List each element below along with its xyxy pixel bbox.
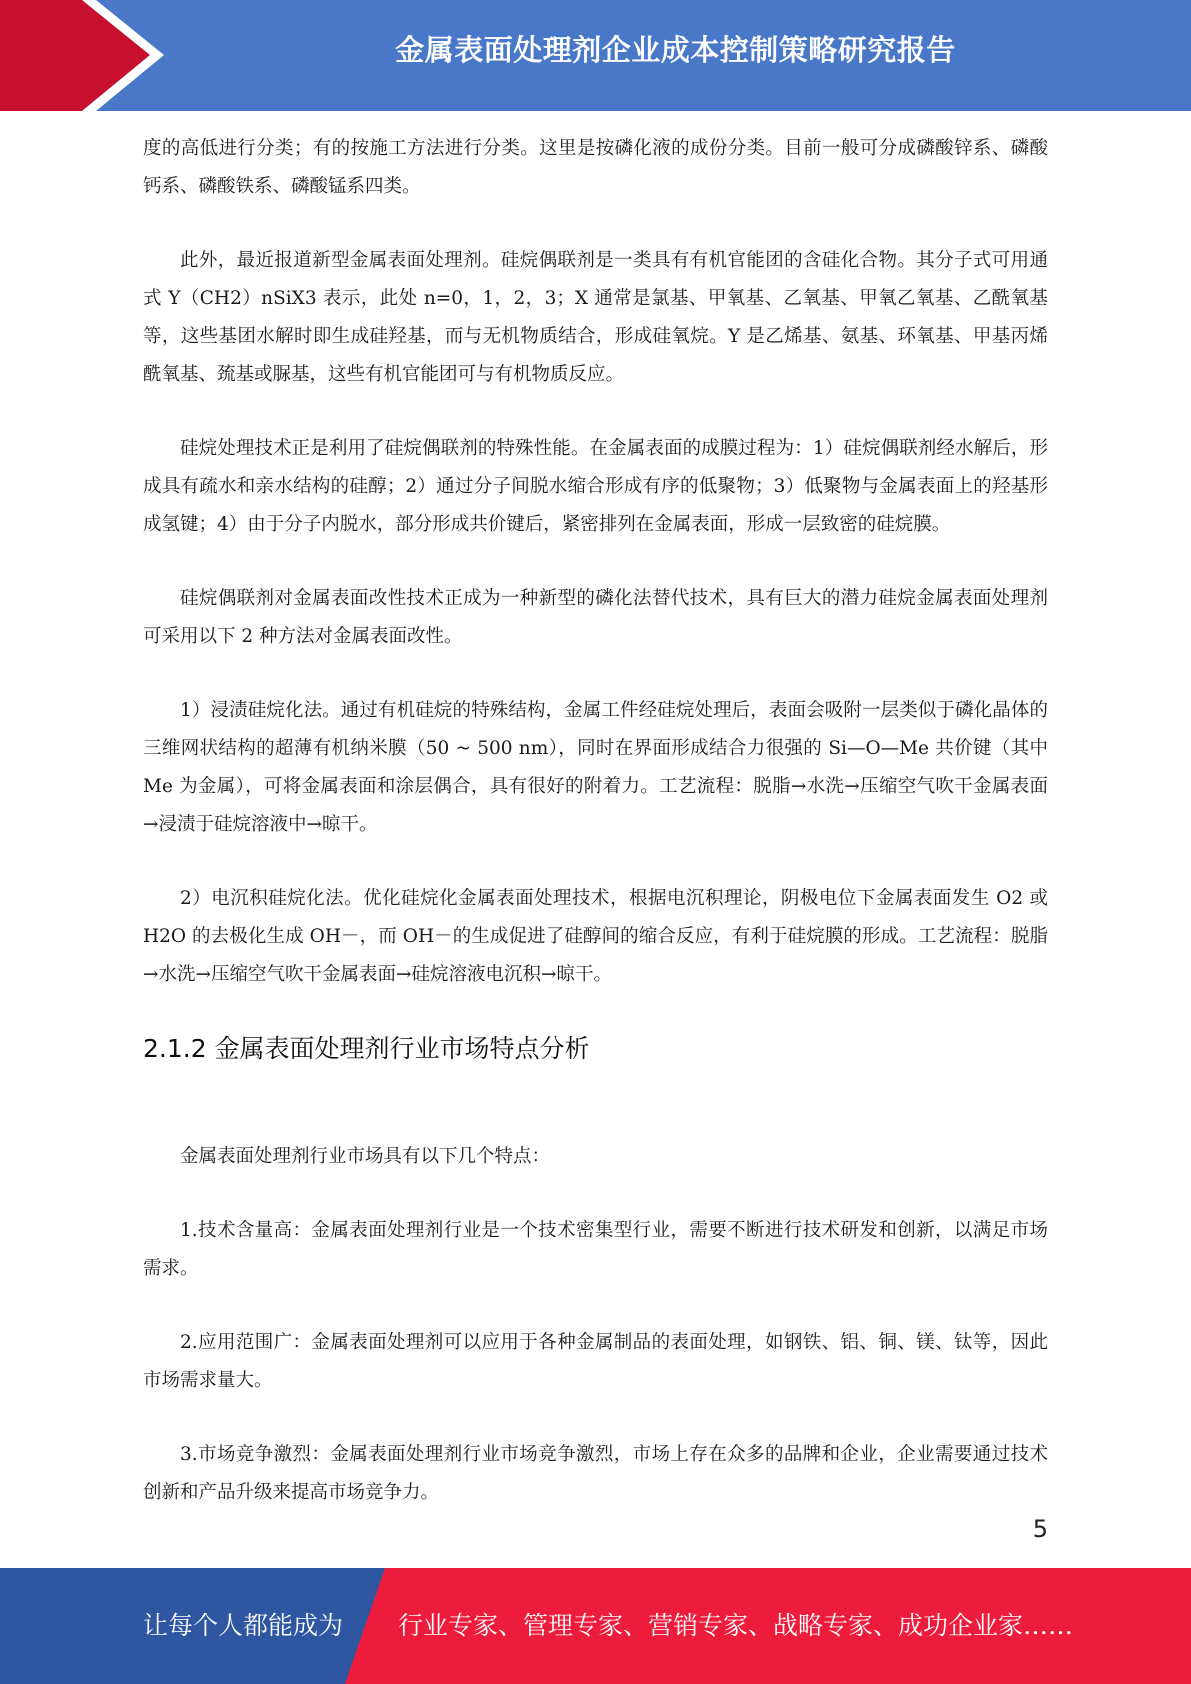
- paragraph: 硅烷偶联剂对金属表面改性技术正成为一种新型的磷化法替代技术，具有巨大的潜力硅烷金属表面处理剂可采用以下 2 种方法对金属表面改性。: [143, 588, 1048, 647]
- page-footer: [0, 1568, 1191, 1684]
- paragraph: 2）电沉积硅烷化法。优化硅烷化金属表面处理技术，根据电沉积理论，阴极电位下金属表面发生 O2 或 H2O 的去极化生成 OH－，而 OH－的生成促进了硅醇间的缩合反应，有利于硅烷膜的形成。工艺流程：脱脂→水洗→压缩空气吹干金属表面→硅烷溶液电沉积→晾干。: [143, 888, 1048, 985]
- paragraph: 度的高低进行分类；有的按施工方法进行分类。这里是按磷化液的成份分类。目前一般可分成磷酸锌系、磷酸钙系、磷酸铁系、磷酸锰系四类。: [143, 138, 1048, 197]
- paragraph: 3.市场竞争激烈：金属表面处理剂行业市场竞争激烈，市场上存在众多的品牌和企业，企业需要通过技术创新和产品升级来提高市场竞争力。: [143, 1444, 1048, 1503]
- document-body: [143, 130, 1048, 1548]
- paragraph: 1.技术含量高：金属表面处理剂行业是一个技术密集型行业，需要不断进行技术研发和创新，以满足市场需求。: [143, 1220, 1048, 1279]
- page-header: [0, 0, 1191, 111]
- footer-slogan-right: 行业专家、管理专家、营销专家、战略专家、成功企业家……: [398, 1611, 1074, 1640]
- header-red-chevron: [0, 0, 150, 111]
- footer-slogan-left: 让每个人都能成为: [143, 1611, 344, 1640]
- report-title: 金属表面处理剂企业成本控制策略研究报告: [395, 33, 956, 67]
- paragraph: 1）浸渍硅烷化法。通过有机硅烷的特殊结构，金属工件经硅烷处理后，表面会吸附一层类似于磷化晶体的三维网状结构的超薄有机纳米膜（50 ~ 500 nm），同时在界面形成结合力很强的 Si—O—Me 共价键（其中 Me 为金属），可将金属表面和涂层偶合，具有很好的附着力。工艺流程：脱脂→水洗→压缩空气吹干金属表面→浸渍于硅烷溶液中→晾干。: [143, 700, 1048, 835]
- page-number: 5: [1032, 1515, 1048, 1543]
- paragraph: 硅烷处理技术正是利用了硅烷偶联剂的特殊性能。在金属表面的成膜过程为：1）硅烷偶联剂经水解后，形成具有疏水和亲水结构的硅醇；2）通过分子间脱水缩合形成有序的低聚物；3）低聚物与金属表面上的羟基形成氢键；4）由于分子内脱水，部分形成共价键后，紧密排列在金属表面，形成一层致密的硅烷膜。: [143, 438, 1048, 535]
- paragraph: 金属表面处理剂行业市场具有以下几个特点：: [180, 1146, 551, 1167]
- paragraph: 此外，最近报道新型金属表面处理剂。硅烷偶联剂是一类具有有机官能团的含硅化合物。其分子式可用通式 Y（CH2）nSiX3 表示，此处 n=0，1，2，3；X 通常是氯基、甲氧基、乙氧基、甲氧乙氧基、乙酰氧基等，这些基团水解时即生成硅羟基，而与无机物质结合，形成硅氧烷。Y 是乙烯基、氨基、环氧基、甲基丙烯酰氧基、巯基或脲基，这些有机官能团可与有机物质反应。: [143, 250, 1048, 385]
- section-heading: 2.1.2 金属表面处理剂行业市场特点分析: [143, 1034, 590, 1063]
- paragraph: 2.应用范围广：金属表面处理剂可以应用于各种金属制品的表面处理，如钢铁、铝、铜、镁、钛等，因此市场需求量大。: [143, 1332, 1048, 1391]
